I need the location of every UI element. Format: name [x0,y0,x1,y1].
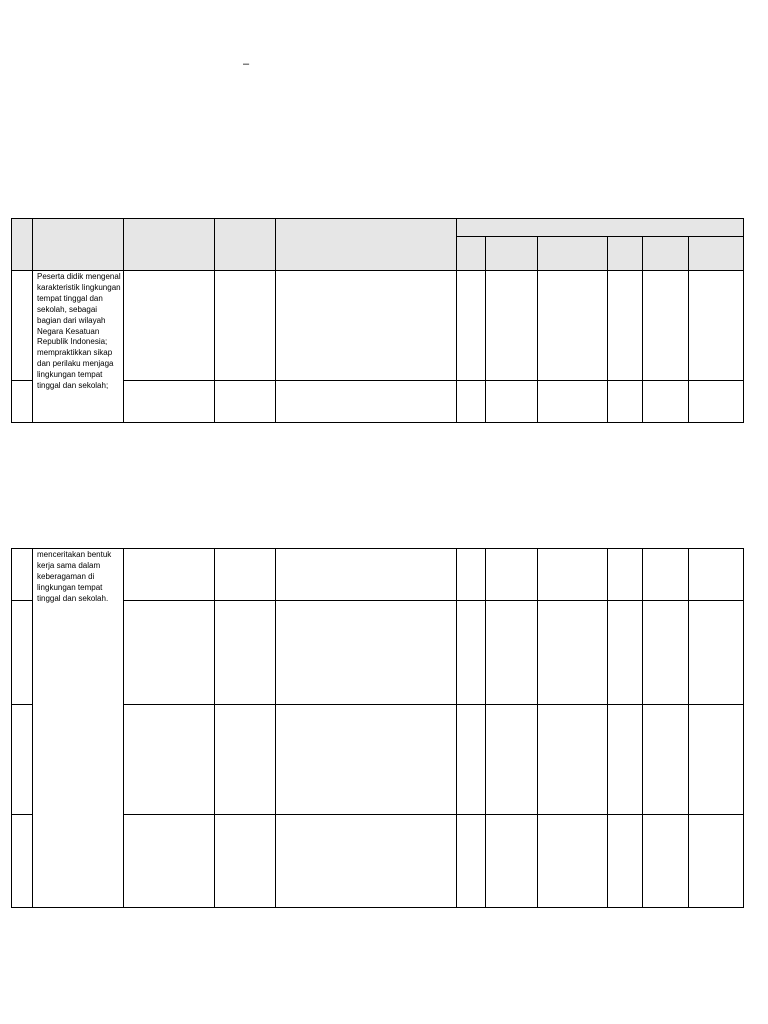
table-cell [276,549,457,601]
table-cell [215,705,276,815]
table-cell [486,815,538,908]
table-cell [457,601,486,705]
row-number-cell [12,271,33,381]
table-cell [457,271,486,381]
table-cell [608,549,643,601]
header-cell-group [457,219,744,237]
table-cell [608,271,643,381]
table-cell [538,549,608,601]
header-row [12,219,744,237]
table-cell [486,549,538,601]
table-cell [124,601,215,705]
table-cell [538,705,608,815]
table-cell [215,815,276,908]
table-cell [457,705,486,815]
header-cell-no [12,219,33,271]
table-cell [276,705,457,815]
table-cell [276,271,457,381]
header-subcell [643,237,689,271]
objective-text: Peserta didik mengenal karakteristik lingkungan tempat tinggal dan sekolah, sebagai bagian dari wilayah Negara Kesatuan Republik Indonesia; mempraktikkan sikap dan perilaku menjaga lingkungan tempat tinggal dan sekolah; [37,272,121,391]
table-cell [643,549,689,601]
table-cell [608,815,643,908]
table-cell [643,271,689,381]
table-cell [643,381,689,423]
table-cell [457,549,486,601]
table-cell [538,815,608,908]
table-cell [643,705,689,815]
table-row [12,549,744,601]
table-cell [215,549,276,601]
row-number-cell [12,705,33,815]
header-cell-col4 [215,219,276,271]
table-cell [689,549,744,601]
row-number-cell [12,601,33,705]
assessment-table-bottom [11,548,744,908]
header-subcell [486,237,538,271]
header-subcell [689,237,744,271]
table-cell [124,705,215,815]
row-number-cell [12,549,33,601]
table-cell [486,601,538,705]
table-cell [457,815,486,908]
table-cell [538,381,608,423]
table-cell [608,705,643,815]
table-cell [643,815,689,908]
table-cell [276,381,457,423]
header-subcell [608,237,643,271]
table-cell [538,601,608,705]
table-cell [689,705,744,815]
table-cell [643,601,689,705]
table-cell [276,601,457,705]
header-cell-col5 [276,219,457,271]
table-cell [608,381,643,423]
table-cell [689,815,744,908]
header-cell-objective [33,219,124,271]
header-dash: – [243,58,250,70]
objective-cell [33,271,124,423]
table-cell [608,601,643,705]
table-cell [215,381,276,423]
assessment-table-top [11,218,744,423]
row-number-cell [12,381,33,423]
table-cell [486,271,538,381]
table-cell [124,549,215,601]
header-subcell [457,237,486,271]
table-cell [486,381,538,423]
table-cell [124,271,215,381]
header-cell-col3 [124,219,215,271]
table-cell [215,601,276,705]
table-cell [215,271,276,381]
table-cell [689,601,744,705]
table-cell [457,381,486,423]
table-cell [486,705,538,815]
table-row [12,271,744,381]
header-subcell [538,237,608,271]
table-cell [538,271,608,381]
table-cell [276,815,457,908]
table-cell [124,815,215,908]
table-cell [689,271,744,381]
table-cell [124,381,215,423]
table-cell [689,381,744,423]
objective-text: menceritakan bentuk kerja sama dalam keberagaman di lingkungan tempat tinggal dan sekolah. [37,550,112,603]
objective-cell [33,549,124,908]
row-number-cell [12,815,33,908]
